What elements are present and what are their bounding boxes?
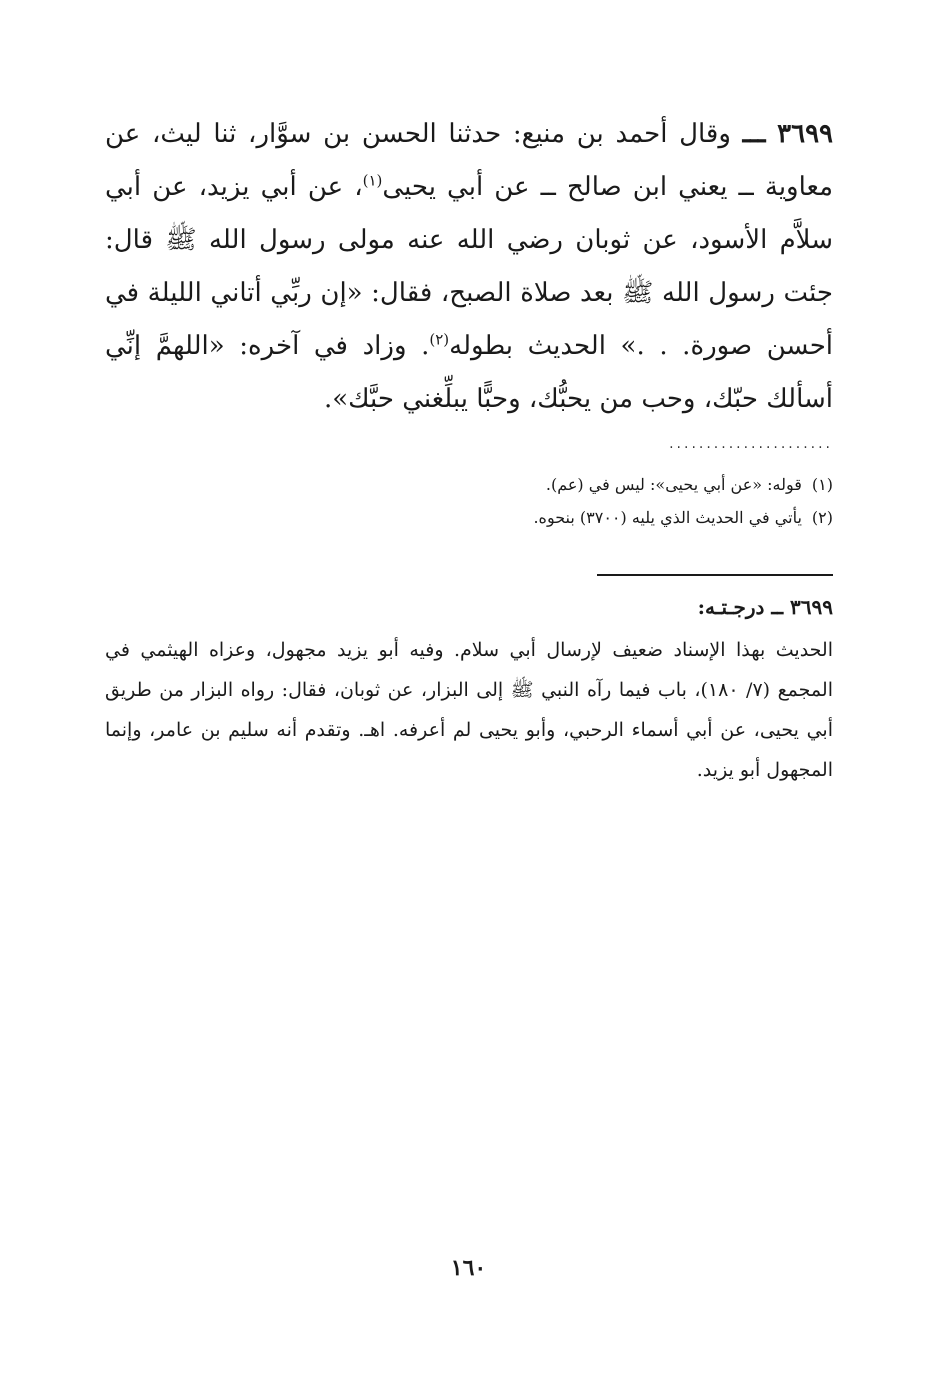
- footnote-text: يأتي في الحديث الذي يليه (٣٧٠٠) بنحوه.: [533, 508, 802, 527]
- footnote-text: قوله: «عن أبي يحيى»: ليس في (عم).: [545, 475, 802, 494]
- footnote-1: [400, 468, 833, 501]
- footnote-ref-1: (١): [362, 171, 383, 190]
- footnotes: [400, 468, 833, 534]
- grade-heading: ٣٦٩٩ ــ درجـتـه:: [697, 595, 833, 619]
- page-number: ١٦٠: [450, 1255, 487, 1281]
- hadith-text-part1: وقال أحمد بن منيع: حدثنا الحسن بن سوَّار، ثنا ليث، عن معاوية ــ يعني ابن صالح ــ عن أبي يحيى: [105, 119, 834, 202]
- grade-text: الحديث بهذا الإسناد ضعيف لإرسال أبي سلام. وفيه أبو يزيد مجهول، وعزاه الهيثمي في المجمع (٧/ ١٨٠)، باب فيما رآه النبي ﷺ إلى البزار، عن ثوبان، فقال: رواه البزار من طريق أبي يحيى، عن أبي أسماء الرحبي، وأبو يحيى لم أعرفه. اهـ. وتقدم أنه سليم بن عامر، وإنما المجهول أبو يزيد.: [105, 639, 833, 781]
- footnote-number: (٢): [811, 508, 833, 527]
- hadith-text: [105, 108, 833, 426]
- section-divider: [597, 574, 833, 576]
- hadith-text-part3: . وزاد في آخره: «اللهمَّ إنِّي أسألك حبّك، وحب من يحبُّك، وحبًّا يبلِّغني حبَّك».: [105, 331, 833, 414]
- hadith-dash: ـــ: [742, 119, 766, 149]
- footnote-number: (١): [811, 475, 833, 494]
- footnote-2: [400, 501, 833, 534]
- hadith-number: ٣٦٩٩: [777, 119, 834, 149]
- hadith-text-part2: ، عن أبي يزيد، عن أبي سلاَّم الأسود، عن ثوبان رضي الله عنه مولى رسول الله ﷺ قال: جئت رسول الله ﷺ بعد صلاة الصبح، فقال: «إن ربِّي أتاني الليلة في أحسن صورة. . .» الحديث بطوله: [105, 172, 834, 361]
- footnote-ref-2: (٢): [429, 330, 450, 349]
- footnote-separator: ......................: [669, 436, 833, 448]
